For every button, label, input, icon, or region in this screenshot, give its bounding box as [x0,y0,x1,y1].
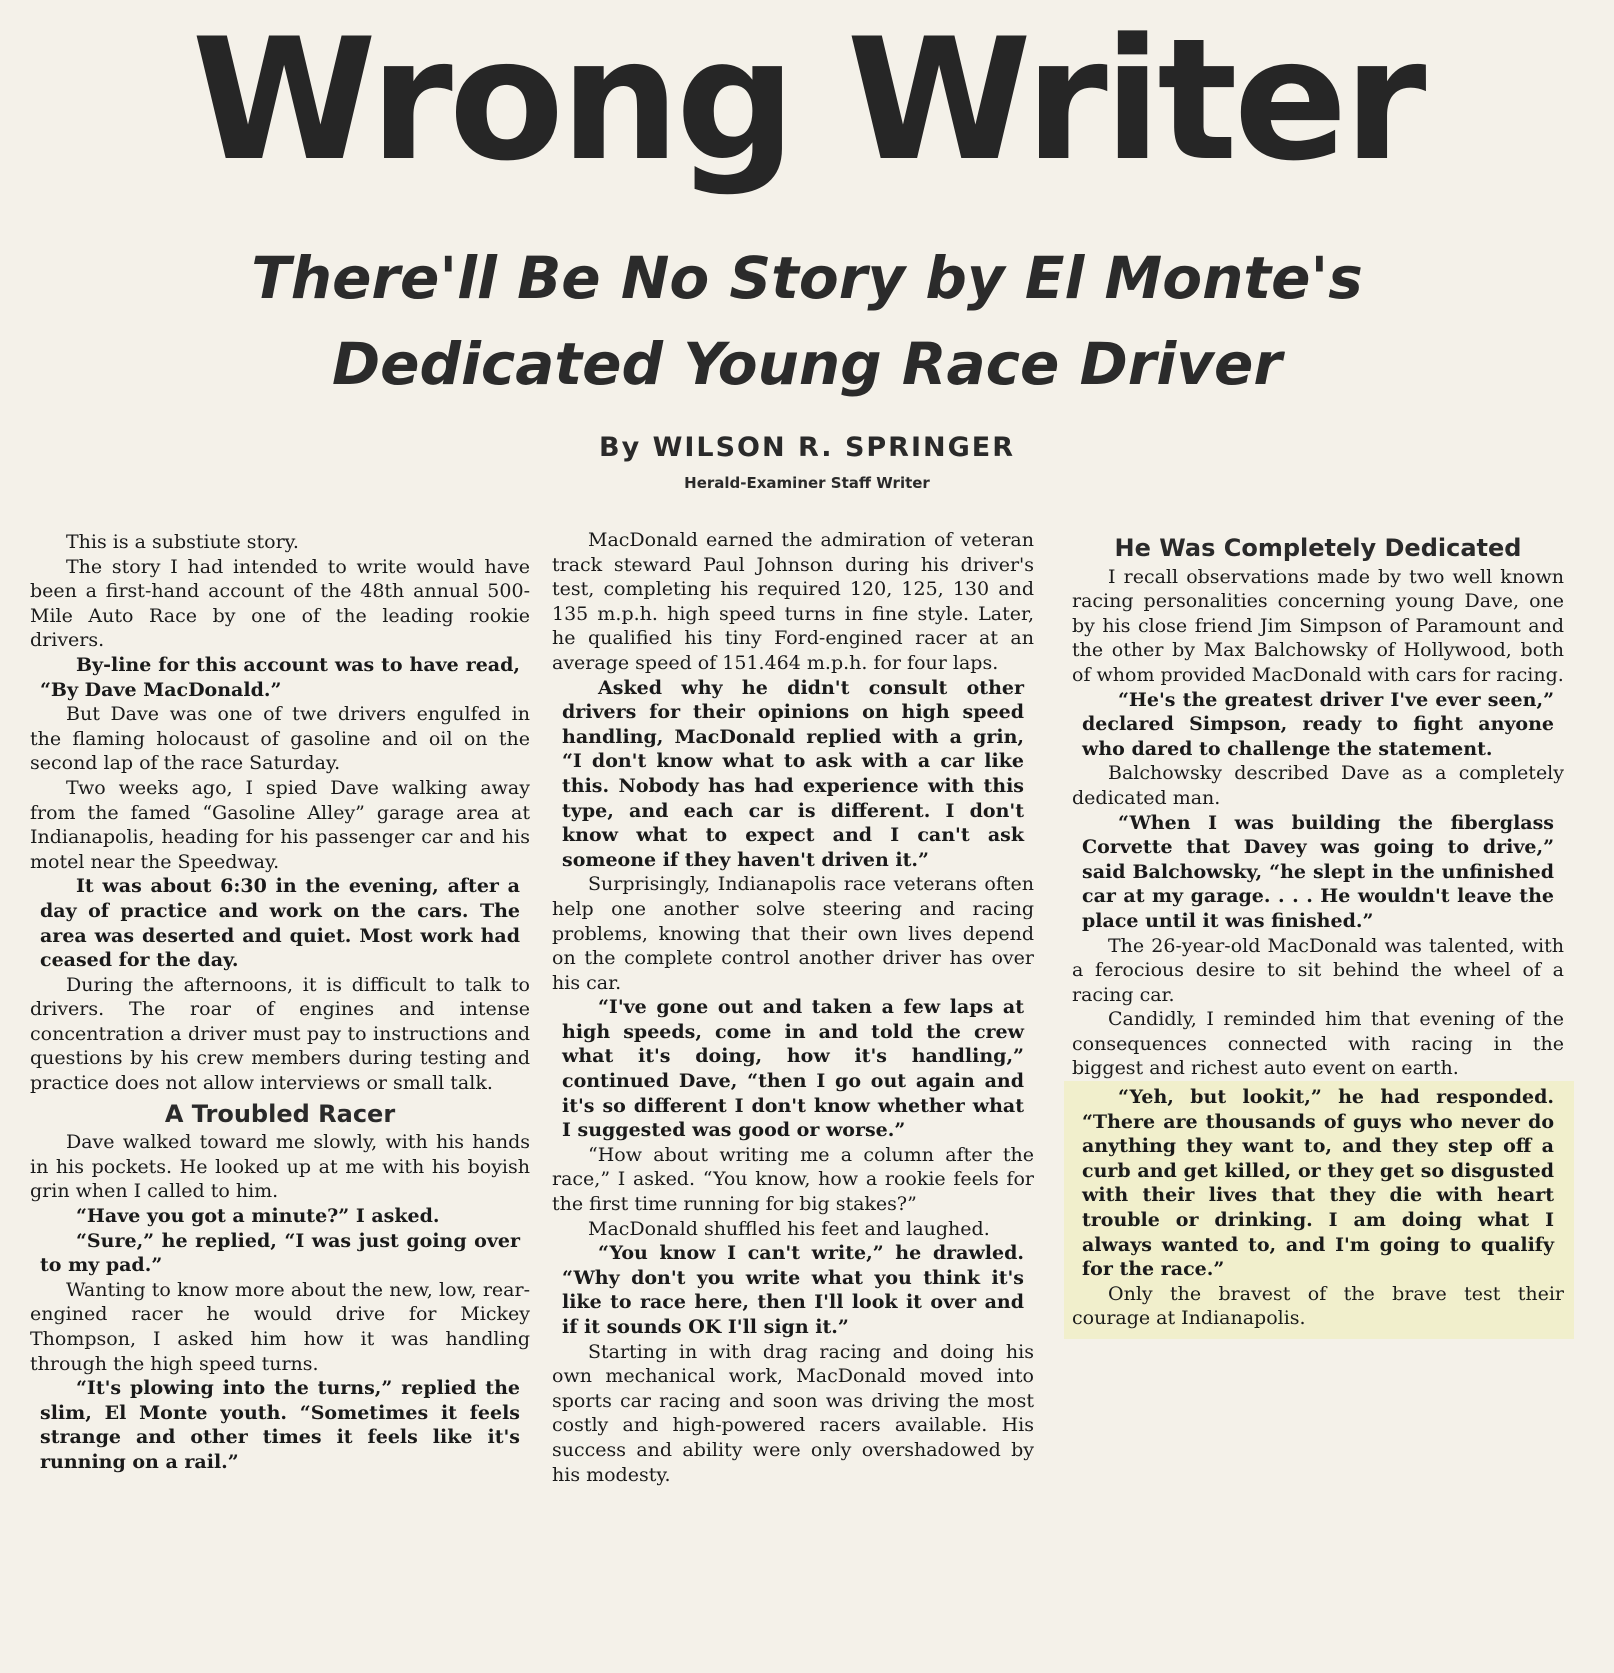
paragraph: Candidly, I reminded him that evening of the consequences connected with racing in the biggest and richest auto event on earth. [1072,1008,1564,1080]
paragraph: Asked why he didn't consult other drivers for their opinions on high speed handling, MacDonald replied with a grin, “I don't know what to ask with a car like this. Nobody has had experience with this type, and each car is different. I don't know what to expect and I can't ask someone if they haven't driven it.” [562,676,1024,871]
paragraph: Two weeks ago, I spied Dave walking away from the famed “Gasoline Alley” garage area at Indianapolis, heading for his passenger car and his motel near the Speedway. [30,776,530,873]
byline-title: Herald-Examiner Staff Writer [684,474,930,492]
paragraph: “When I was building the fiberglass Corvette that Davey was going to drive,” said Balchowsky, “he slept in the unfinished car at my garage. . . . He wouldn't leave the place until it was finished.” [1082,811,1554,932]
paragraph: “I've gone out and taken a few laps at high speeds, come in and told the crew what it's doing, how it's handling,” continued Dave, “then I go out again and it's so different I don't know whether what I suggested was good or worse.” [562,996,1024,1142]
paragraph: “Yeh, but lookit,” he had responded. “There are thousands of guys who never do anything they want to, and they step off a curb and get killed, or they get so disgusted with their lives that they die with heart trouble or drinking. I am doing what I always wanted to, and I'm going to qualify for the race.” [1082,1086,1554,1281]
paragraph: “He's the greatest driver I've ever seen,” declared Simpson, ready to fight anyone who dared to challenge the statement. [1082,688,1554,760]
paragraph: But Dave was one of twe drivers engulfed in the flaming holocaust of gasoline and oil on the second lap of the race Saturday. [30,703,530,775]
paragraph: By-line for this account was to have read, “By Dave MacDonald.” [40,653,520,701]
subheading: He Was Completely Dedicated [1114,534,1522,562]
paragraph: MacDonald shuffled his feet and laughed. [588,1217,990,1240]
paragraph: Wanting to know more about the new, low, rear-engined racer he would drive for Mickey Thompson, I asked him how it was handling through the high speed turns. [30,1278,530,1375]
paragraph: Balchowsky described Dave as a completely dedicated man. [1072,762,1564,809]
byline: By WILSON R. SPRINGER [598,432,1016,463]
paragraph: It was about 6:30 in the evening, after a day of practice and work on the cars. The area was deserted and quiet. Most work had ceased for the day. [40,875,520,972]
paragraph: Dave walked toward me slowly, with his hands in his pockets. He looked up at me with his boyish grin when I called to him. [30,1131,530,1203]
article-column-3 [1072,530,1564,1339]
paragraph: “Have you got a minute?” I asked. [76,1205,440,1228]
paragraph: The 26-year-old MacDonald was talented, with a ferocious desire to sit behind the wheel of a racing car. [1072,934,1564,1006]
paragraph: Surprisingly, Indianapolis race veterans often help one another solve steering and racing problems, knowing that their own lives depend on the complete control another driver has over his car. [552,873,1034,994]
paragraph: “You know I can't write,” he drawled. “Why don't you write what you think it's like to race here, then I'll look it over and if it sounds OK I'll sign it.” [562,1242,1024,1338]
paragraph: This is a substiute story. [66,531,299,553]
paragraph: “Sure,” he replied, “I was just going over to my pad.” [40,1229,520,1277]
paragraph: During the afternoons, it is difficult to talk to drivers. The roar of engines and intense concentration a driver must pay to instructions and questions by his crew members during testing and practice does not allow interviews or small talk. [30,973,530,1095]
paragraph: The story I had intended to write would have been a first-hand account of the 48th annual 500-Mile Auto Race by one of the leading rookie drivers. [30,555,530,652]
article-column-1 [30,530,530,1475]
paragraph: Only the bravest of the brave test their courage at Indianapolis. [1072,1282,1564,1330]
subheading: A Troubled Racer [164,1099,396,1128]
headline: Wrong Writer [191,2,1423,198]
paragraph: Starting in with drag racing and doing his own mechanical work, MacDonald moved into sports car racing and soon was driving the most costly and high-powered racers available. His success and ability were only overshadowed by his modesty. [552,1340,1034,1486]
paragraph: “It's plowing into the turns,” replied the slim, El Monte youth. “Sometimes it feels strange and other times it feels like it's running on a rail.” [40,1377,520,1473]
article-column-2 [552,528,1034,1487]
paragraph: “How about writing me a column after the race,” I asked. “You know, how a rookie feels for the first time running for big stakes?” [552,1143,1034,1216]
paragraph: I recall observations made by two well known racing personalities concerning young Dave, one by his close friend Jim Simpson of Paramount and the other by Max Balchowsky of Hollywood, both of whom provided MacDonald with cars for racing. [1072,565,1564,686]
paragraph: MacDonald earned the admiration of veteran track steward Paul Johnson during his driver's test, completing his required 120, 125, 130 and 135 m.p.h. high speed turns in fine style. Later, he qualified his tiny Ford-engined racer at an average speed of 151.464 m.p.h. for four laps. [552,529,1034,674]
deck-line-2: Dedicated Young Race Driver [332,330,1282,398]
highlighted-quote [1064,1081,1574,1339]
deck-line-1: There'll Be No Story by El Monte's [251,244,1363,312]
